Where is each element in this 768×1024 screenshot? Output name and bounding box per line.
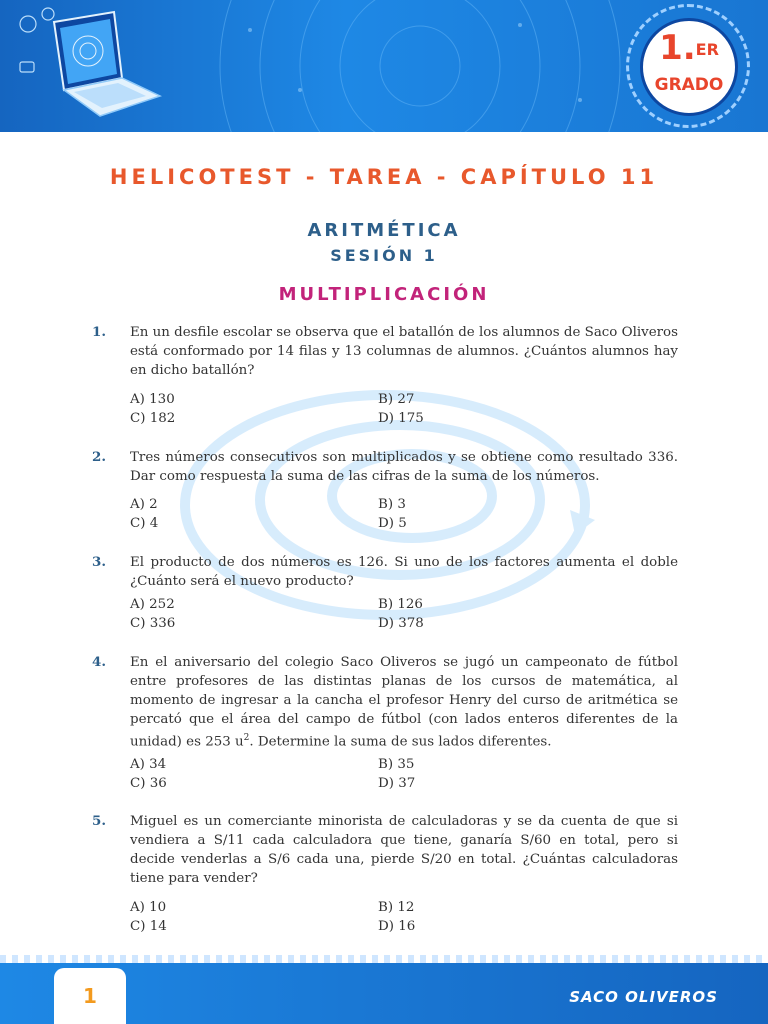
option-c: C) 14 [130,919,167,934]
footer-stripe [0,955,768,963]
question-text: El producto de dos números es 126. Si uno de los factores aumenta el doble ¿Cuánto será el nuevo producto? [130,555,678,589]
page-number: 1 [83,984,97,1008]
option-d: D) 5 [378,516,407,531]
question-number: 1. [92,324,106,340]
option-d: D) 37 [378,776,416,791]
question-2 [92,448,678,486]
option-b: B) 12 [378,900,415,915]
superscript-2: 2 [243,733,250,743]
option-c: C) 336 [130,616,176,631]
session-heading: SESIÓN 1 [330,246,438,265]
page-title: HELICOTEST - TAREA - CAPÍTULO 11 [109,165,659,189]
page-number-box [54,968,126,1024]
option-d: D) 16 [378,919,416,934]
question-text: En un desfile escolar se observa que el batallón de los alumnos de Saco Oliveros está conformado por 14 filas y 13 columnas de alumnos. ¿Cuántos alumnos hay en dicho batallón? [130,325,678,378]
option-b: B) 27 [378,392,415,407]
topic-heading: MULTIPLICACIÓN [278,284,490,305]
grade-suffix: ER [695,40,719,59]
option-a: A) 34 [130,757,167,772]
question-number: 2. [92,449,106,465]
question-1 [92,323,678,380]
option-b: B) 35 [378,757,415,772]
question-number: 5. [92,813,106,829]
option-d: D) 378 [378,616,424,631]
option-b: B) 3 [378,497,406,512]
brand-name: SACO OLIVEROS [569,988,718,1006]
grade-number: 1.$^{ER}$ [659,28,719,68]
subject-heading: ARITMÉTICA [307,220,461,241]
laptop-icon [14,4,164,124]
option-a: A) 2 [130,497,158,512]
option-c: C) 182 [130,411,176,426]
question-text: En el aniversario del colegio Saco Oliveros se jugó un campeonato de fútbol entre profesores de las distintas planas de los cursos de matemática, al momento de ingresar a la cancha el profesor Henry del curso de aritmética se percató que el área del campo de fútbol (con lados enteros diferentes de la unidad) es 253 $u^2$. Determine la suma de sus lados diferentes. [130,655,678,750]
option-a: A) 252 [130,597,175,612]
question-text: Tres números consecutivos son multiplicados y se obtiene como resultado 336. Dar como respuesta la suma de las cifras de la suma de los números. [130,450,678,484]
question-text: Miguel es un comerciante minorista de calculadoras y se da cuenta de que si vendiera a S/11 cada calculadora que tiene, ganaría S/60 en total, pero si decide venderlas a S/6 cada una, pierde S/20 en total. ¿Cuántas calculadoras tiene para vender? [130,814,678,886]
option-a: A) 10 [130,900,167,915]
question-number: 4. [92,654,106,670]
question-4 [92,653,678,751]
grade-badge [640,18,738,116]
question-3 [92,553,678,591]
option-c: C) 4 [130,516,159,531]
option-a: A) 130 [130,392,175,407]
option-c: C) 36 [130,776,167,791]
option-b: B) 126 [378,597,423,612]
question-number: 3. [92,554,106,570]
option-d: D) 175 [378,411,424,426]
question-5 [92,812,678,888]
grade-word: GRADO [654,75,724,95]
